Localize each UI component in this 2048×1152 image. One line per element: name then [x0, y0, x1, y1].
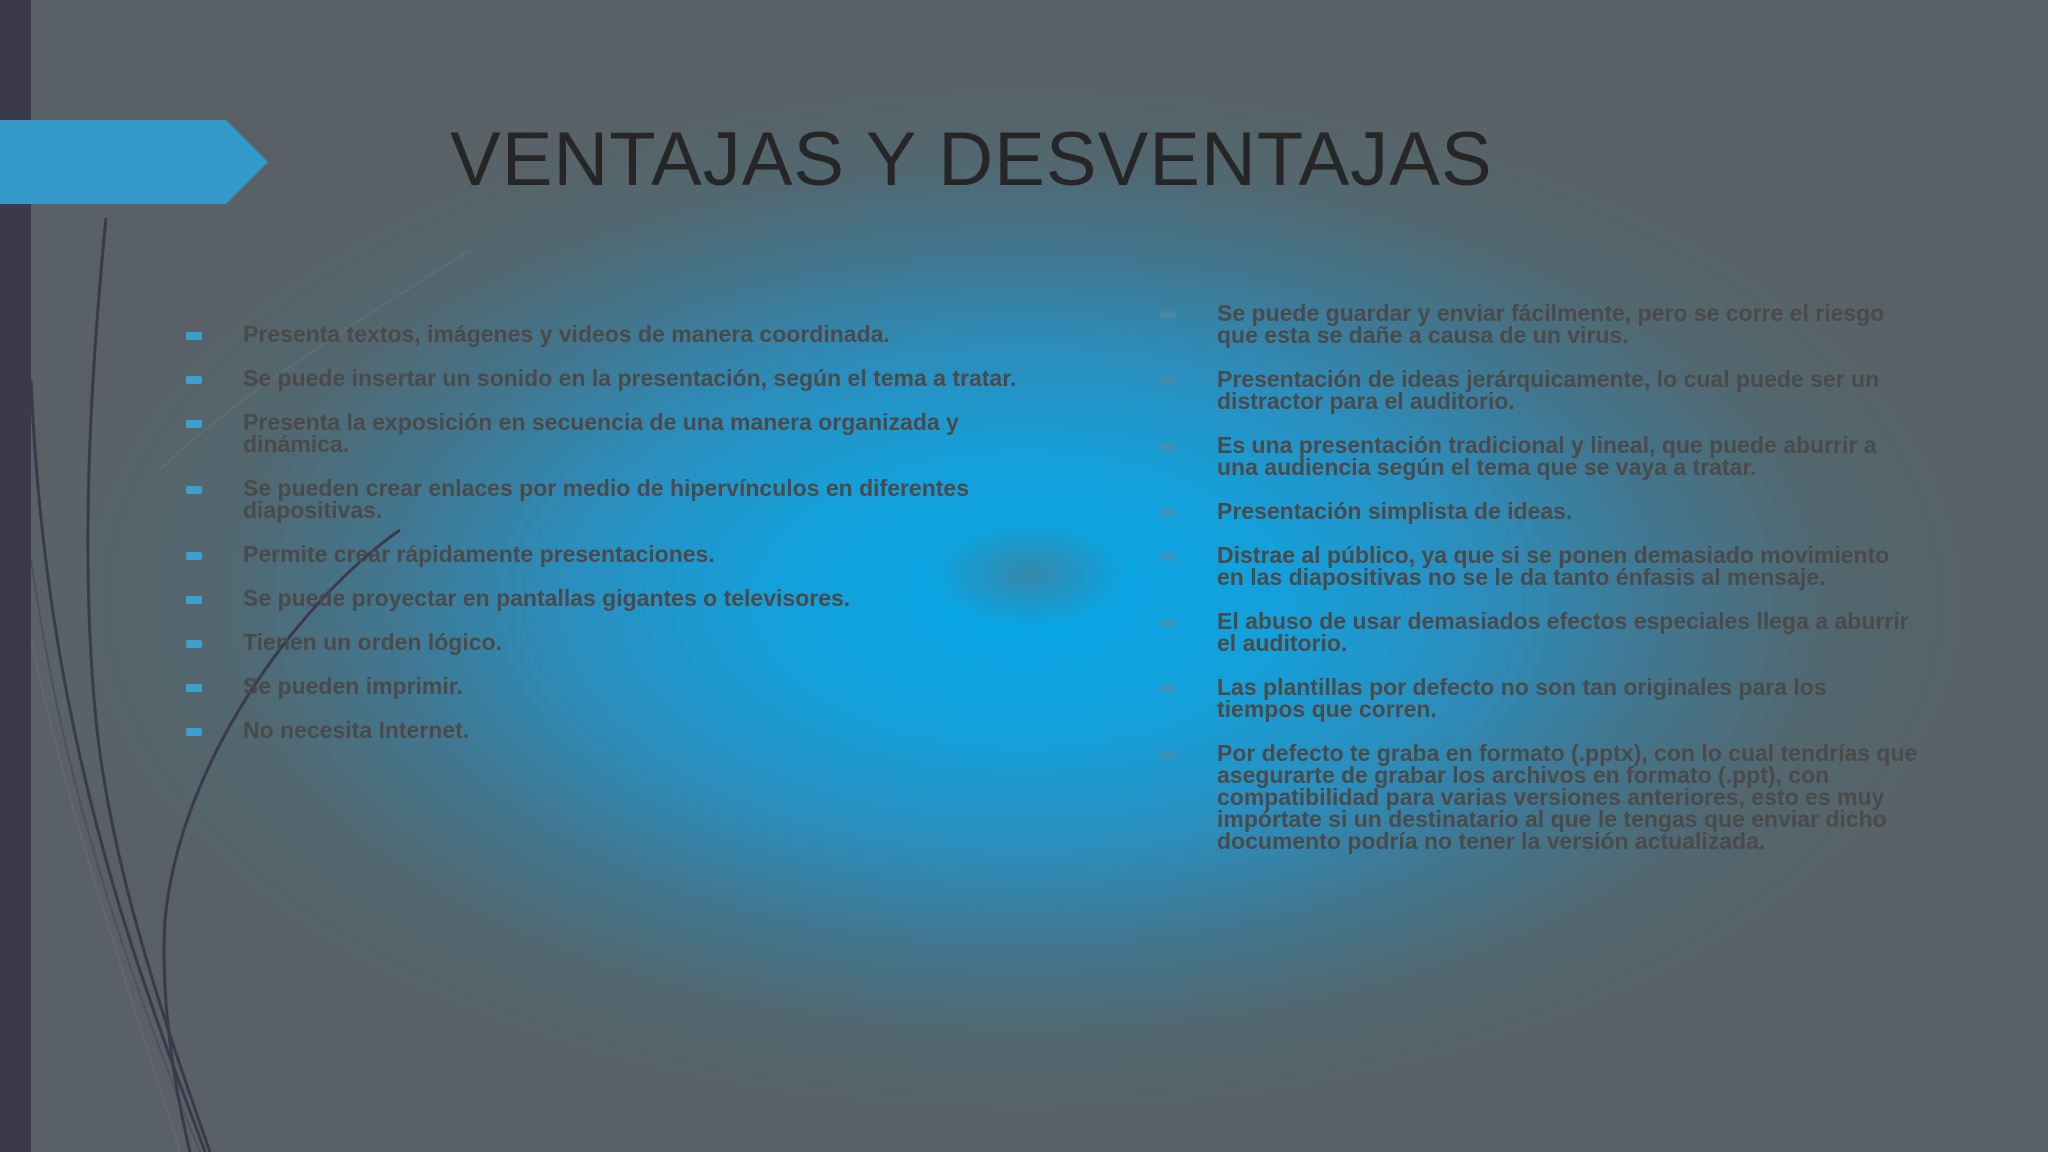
- bullet-icon: [186, 486, 202, 494]
- list-item-text: Tienen un orden lógico.: [243, 629, 502, 655]
- list-item-text: Permite crear rápidamente presentaciones.: [243, 541, 715, 567]
- list-item: [1160, 500, 1920, 522]
- list-item: [186, 587, 1046, 609]
- list-item: [1160, 610, 1920, 654]
- bullet-icon: [1160, 509, 1176, 517]
- list-item-text: Se puede guardar y enviar fácilmente, pero se corre el riesgo que esta se dañe a causa de un virus.: [1217, 300, 1885, 348]
- list-item: [186, 323, 1046, 345]
- list-item-text: Presenta la exposición en secuencia de una manera organizada y dinámica.: [243, 409, 959, 457]
- list-item: [186, 477, 1046, 521]
- desventajas-list: [1160, 302, 1920, 874]
- list-item: [186, 411, 1046, 455]
- list-item-text: Se pueden crear enlaces por medio de hipervínculos en diferentes diapositivas.: [243, 475, 970, 523]
- list-item: [186, 719, 1046, 741]
- list-item: [1160, 302, 1920, 346]
- list-item: [186, 543, 1046, 565]
- slide-title: VENTAJAS Y DESVENTAJAS: [450, 117, 1493, 202]
- bullet-icon: [186, 596, 202, 604]
- bullet-icon: [186, 420, 202, 428]
- bullet-icon: [186, 684, 202, 692]
- list-item: [186, 675, 1046, 697]
- bullet-icon: [1160, 751, 1176, 759]
- bullet-icon: [186, 376, 202, 384]
- bullet-icon: [1160, 443, 1176, 451]
- list-item-text: Por defecto te graba en formato (.pptx), con lo cual tendrías que asegurarte de grabar los archivos en formato (.ppt), con compatibilidad para varias versiones anteriores, esto es muy impórtate si un destinatario al que le tengas que enviar dicho documento podría no tener la versión actualizada.: [1217, 740, 1918, 854]
- list-item-text: Distrae al público, ya que si se ponen demasiado movimiento en las diapositivas no se le da tanto énfasis al mensaje.: [1217, 542, 1890, 590]
- list-item-text: Se pueden imprimir.: [243, 673, 463, 699]
- list-item-text: Las plantillas por defecto no son tan originales para los tiempos que corren.: [1217, 674, 1827, 722]
- bullet-icon: [1160, 377, 1176, 385]
- bullet-icon: [1160, 685, 1176, 693]
- bullet-icon: [186, 640, 202, 648]
- bullet-icon: [1160, 311, 1176, 319]
- bullet-icon: [186, 552, 202, 560]
- list-item-text: El abuso de usar demasiados efectos especiales llega a aburrir el auditorio.: [1217, 608, 1909, 656]
- bullet-icon: [186, 728, 202, 736]
- list-item: [1160, 544, 1920, 588]
- list-item-text: Presentación de ideas jerárquicamente, lo cual puede ser un distractor para el auditorio.: [1217, 366, 1880, 414]
- list-item-text: Presenta textos, imágenes y videos de manera coordinada.: [243, 321, 890, 347]
- ventajas-list: [186, 323, 1046, 763]
- list-item-text: Es una presentación tradicional y lineal, que puede aburrir a una audiencia según el tema que se vaya a tratar.: [1217, 432, 1877, 480]
- list-item-text: No necesita Internet.: [243, 717, 470, 743]
- list-item: [1160, 676, 1920, 720]
- list-item: [186, 631, 1046, 653]
- list-item-text: Presentación simplista de ideas.: [1217, 498, 1573, 524]
- title-arrow-shape: [0, 120, 270, 204]
- bullet-icon: [1160, 553, 1176, 561]
- list-item: [1160, 434, 1920, 478]
- list-item-text: Se puede insertar un sonido en la presentación, según el tema a tratar.: [243, 365, 1017, 391]
- list-item-text: Se puede proyectar en pantallas gigantes o televisores.: [243, 585, 851, 611]
- list-item: [186, 367, 1046, 389]
- bullet-icon: [1160, 619, 1176, 627]
- list-item: [1160, 742, 1920, 852]
- list-item: [1160, 368, 1920, 412]
- bullet-icon: [186, 332, 202, 340]
